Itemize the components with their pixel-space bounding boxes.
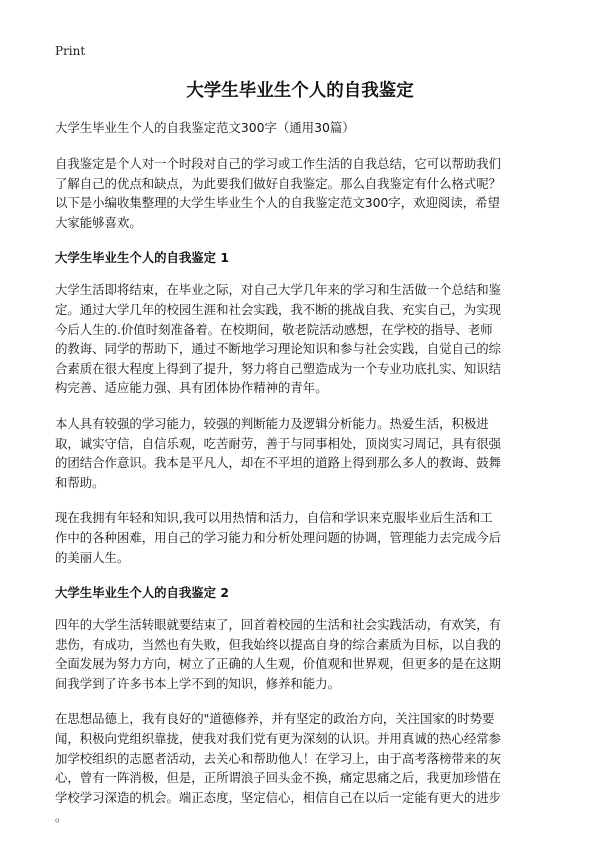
text-line: 大学生活即将结束，在毕业之际，对自己大学几年来的学习和生活做一个总结和鉴: [55, 282, 502, 298]
text-line: 学校学习深造的机会。端正态度，坚定信心，相信自己在以后一定能有更大的进步: [55, 789, 502, 805]
text-line: 自我鉴定是个人对一个时段对自己的学习或工作生活的自我总结，它可以帮助我们: [55, 156, 502, 171]
text-line: 的美丽人生。: [55, 549, 130, 565]
intro-paragraph: [55, 154, 547, 232]
text-line: 构完善、适应能力强、具有团体协作精神的青年。: [55, 380, 328, 396]
text-line: 四年的大学生活转眼就要结束了，回首着校园的生活和社会实践活动，有欢笑，有: [55, 617, 502, 633]
text-line: 大家能够喜欢。: [55, 214, 142, 230]
text-line: 加学校组织的志愿者活动，去关心和帮助他人！在学习上，由于高考落榜带来的灰: [55, 750, 502, 766]
section-heading: 大学生毕业生个人的自我鉴定 1: [55, 250, 230, 266]
text-line: 悲伤，有成功，当然也有失败，但我始终以提高自身的综合素质为目标，以自我的: [55, 636, 502, 652]
text-line: 心，曾有一阵消极，但是，正所谓浪子回头金不换，痛定思痛之后，我更加珍惜在: [55, 770, 502, 786]
document-body: [55, 118, 547, 843]
text-line: 以下是小编收集整理的大学生毕业生个人的自我鉴定范文300字，欢迎阅读，希望: [55, 195, 500, 211]
text-line: 全面发展为努力方向，树立了正确的人生观，价值观和世界观，但更多的是在这期: [55, 656, 502, 672]
text-line: 本人具有较强的学习能力，较强的判断能力及逻辑分析能力。热爱生活，积极进: [55, 415, 489, 431]
text-line: 的团结合作意识。我本是平凡人，却在不平坦的道路上得到那么多人的教诲、鼓舞: [55, 455, 502, 471]
text-line: 定。通过大学几年的校园生涯和社会实践，我不断的挑战自我、充实自己，为实现: [55, 301, 502, 317]
text-line: 现在我拥有年轻和知识,我可以用热情和活力，自信和学识来克服毕业后生活和工: [55, 510, 493, 526]
section-heading: 大学生毕业生个人的自我鉴定 2: [55, 585, 230, 601]
page-title: 大学生毕业生个人的自我鉴定: [186, 81, 414, 101]
section-paragraph: [55, 615, 547, 693]
text-line: 作中的各种困难，用自己的学习能力和分析处理问题的协调，管理能力去完成今后: [55, 529, 502, 545]
document-subtitle: 大学生毕业生个人的自我鉴定范文300字（通用30篇）: [55, 120, 355, 135]
text-line: 。: [55, 809, 68, 825]
text-line: 间我学到了许多书本上学不到的知识，修养和能力。: [55, 675, 340, 691]
print-link[interactable]: Print: [55, 44, 86, 58]
text-line: 的教诲、同学的帮助下，通过不断地学习理论知识和参与社会实践，自觉自己的综: [55, 341, 502, 357]
text-line: 在思想品德上，我有良好的"道德修养，并有坚定的政治方向，关注国家的时势要: [55, 711, 495, 727]
text-line: 取，诚实守信，自信乐观，吃苦耐劳，善于与同事相处，顶岗实习周记，具有很强: [55, 435, 502, 451]
text-line: 了解自己的优点和缺点，为此要我们做好自我鉴定。那么自我鉴定有什么格式呢？: [55, 175, 502, 191]
text-line: 合素质在很大程度上得到了提升，努力将自己塑造成为一个专业功底扎实、知识结: [55, 360, 502, 376]
text-line: 和帮助。: [55, 474, 105, 490]
section-paragraph: [55, 709, 547, 827]
text-line: 今后人生的.价值时刻准备着。在校期间，敬老院活动感想，在学校的指导、老师: [55, 321, 493, 337]
section-paragraph: [55, 414, 547, 492]
text-line: 闻，积极向党组织靠拢，使我对我们党有更为深刻的认识。并用真诚的热心经常参: [55, 731, 502, 747]
section-paragraph: [55, 508, 547, 567]
section-paragraph: [55, 280, 547, 398]
